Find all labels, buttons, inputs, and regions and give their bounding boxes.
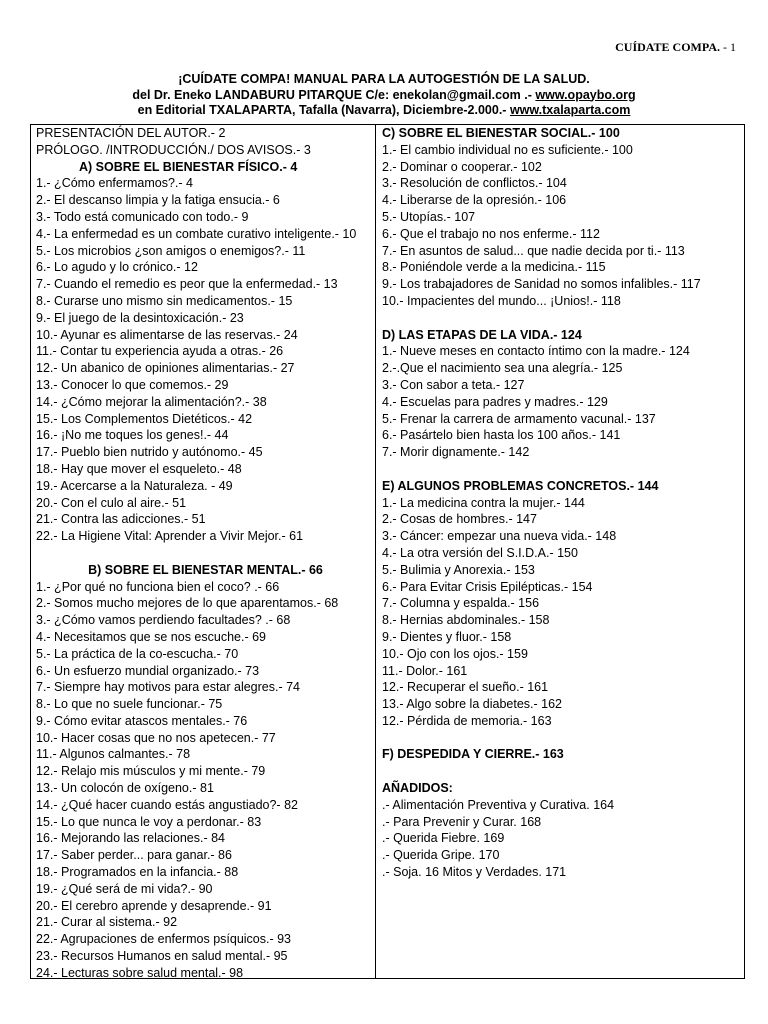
toc-entry: 10.- Impacientes del mundo... ¡Unios!.- 118 <box>382 293 621 308</box>
toc-entry: 4.- La enfermedad es un combate curativo inteligente.- 10 <box>36 226 357 241</box>
toc-entry: 21.- Contra las adicciones.- 51 <box>36 512 206 527</box>
section-a-list <box>36 175 375 545</box>
running-head-title: CUÍDATE COMPA. <box>615 40 720 54</box>
toc-entry: 2.- Dominar o cooperar.- 102 <box>382 159 542 174</box>
toc-entry: 13.- Un colocón de oxígeno.- 81 <box>36 781 214 796</box>
toc-entry: 22.- La Higiene Vital: Aprender a Vivir Mejor.- 61 <box>36 529 304 544</box>
author-line <box>0 88 768 104</box>
toc-entry: 6.- Para Evitar Crisis Epilépticas.- 154 <box>382 579 593 594</box>
toc-entry: 5.- Frenar la carrera de armamento vacunal.- 137 <box>382 411 656 426</box>
running-head <box>615 40 736 55</box>
toc-entry: 4.- Necesitamos que se nos escuche.- 69 <box>36 629 266 644</box>
toc-entry: 7.- Columna y espalda.- 156 <box>382 596 540 611</box>
toc-entry: PRESENTACIÓN DEL AUTOR.- 2 <box>36 126 226 140</box>
toc-entry: 8.- Lo que no suele funcionar.- 75 <box>36 697 223 712</box>
toc-entry: 7.- Morir dignamente.- 142 <box>382 445 530 460</box>
toc-entry: 3.- Con sabor a teta.- 127 <box>382 377 525 392</box>
toc-entry: 12.- Un abanico de opiniones alimentarias.- 27 <box>36 361 295 376</box>
toc-entry: 3.- Todo está comunicado con todo.- 9 <box>36 209 249 224</box>
toc-entry: 11.- Dolor.- 161 <box>382 663 468 678</box>
toc-entry: 17.- Pueblo bien nutrido y autónomo.- 45 <box>36 445 263 460</box>
toc-entry: 5.- Los microbios ¿son amigos o enemigos?.- 11 <box>36 243 306 258</box>
toc-entry: 13.- Conocer lo que comemos.- 29 <box>36 377 229 392</box>
toc-entry: 3.- ¿Cómo vamos perdiendo facultades? .- 68 <box>36 613 291 628</box>
toc-entry: 17.- Saber perder... para ganar.- 86 <box>36 848 232 863</box>
toc-entry: .- Querida Gripe. 170 <box>382 848 500 863</box>
toc-entry: 6.- Que el trabajo no nos enferme.- 112 <box>382 226 600 241</box>
toc-entry: 23.- Recursos Humanos en salud mental.- 95 <box>36 949 288 964</box>
toc-entry: 7.- Siempre hay motivos para estar alegres.- 74 <box>36 680 301 695</box>
section-e-heading: E) ALGUNOS PROBLEMAS CONCRETOS.- 144 <box>382 478 659 493</box>
spacer <box>382 763 744 780</box>
section-a-heading: A) SOBRE EL BIENESTAR FÍSICO.- 4 <box>79 159 298 174</box>
toc-entry: 18.- Programados en la infancia.- 88 <box>36 865 239 880</box>
toc-entry: 3.- Cáncer: empezar una nueva vida.- 148 <box>382 529 617 544</box>
toc-entry: 14.- ¿Cómo mejorar la alimentación?.- 38 <box>36 394 267 409</box>
toc-entry: 3.- Resolución de conflictos.- 104 <box>382 176 567 191</box>
toc-entry: 22.- Agrupaciones de enfermos psíquicos.- 93 <box>36 932 292 947</box>
toc-entry: .- Soja. 16 Mitos y Verdades. 171 <box>382 865 567 880</box>
toc-entry: 7.- En asuntos de salud... que nadie decida por ti.- 113 <box>382 243 685 258</box>
toc-entry: 6.- Un esfuerzo mundial organizado.- 73 <box>36 663 260 678</box>
section-f-heading: F) DESPEDIDA Y CIERRE.- 163 <box>382 747 564 762</box>
toc-entry: 9.- Los trabajadores de Sanidad no somos infalibles.- 117 <box>382 277 701 292</box>
author-website-link[interactable]: www.opaybo.org <box>535 87 636 102</box>
toc-entry: 1.- Nueve meses en contacto íntimo con la madre.- 124 <box>382 344 690 359</box>
publisher-line <box>0 103 768 119</box>
title-block <box>0 72 768 119</box>
section-b-heading: B) SOBRE EL BIENESTAR MENTAL.- 66 <box>88 562 323 577</box>
spacer <box>382 730 744 747</box>
toc-entry: PRÓLOGO. /INTRODUCCIÓN./ DOS AVISOS.- 3 <box>36 142 311 157</box>
spacer <box>36 545 375 562</box>
section-d-list <box>382 343 744 461</box>
toc-entry: 15.- Lo que nunca le voy a perdonar.- 83 <box>36 814 262 829</box>
toc-entry: 6.- Pasártelo bien hasta los 100 años.- 141 <box>382 428 621 443</box>
toc-entry: 10.- Ojo con los ojos.- 159 <box>382 646 528 661</box>
toc-right-column <box>376 125 744 978</box>
toc-left-column <box>31 125 376 978</box>
toc-entry: 12.- Pérdida de memoria.- 163 <box>382 713 552 728</box>
toc-entry: 6.- Lo agudo y lo crónico.- 12 <box>36 260 198 275</box>
toc-entry: 4.- Liberarse de la opresión.- 106 <box>382 193 567 208</box>
toc-entry: 18.- Hay que mover el esqueleto.- 48 <box>36 461 242 476</box>
added-list <box>382 797 744 881</box>
toc-entry: .- Alimentación Preventiva y Curativa. 164 <box>382 797 615 812</box>
toc-entry: 20.- Con el culo al aire.- 51 <box>36 495 187 510</box>
toc-entry: 8.- Hernias abdominales.- 158 <box>382 613 550 628</box>
section-b-list <box>36 579 375 978</box>
toc-entry: 14.- ¿Qué hacer cuando estás angustiado?- 82 <box>36 797 298 812</box>
toc-entry: 20.- El cerebro aprende y desaprende.- 91 <box>36 898 272 913</box>
publisher-text: en Editorial TXALAPARTA, Tafalla (Navarra), Diciembre-2.000.- <box>137 103 510 117</box>
toc-entry: 16.- Mejorando las relaciones.- 84 <box>36 831 225 846</box>
toc-entry: 2.- Somos mucho mejores de lo que aparentamos.- 68 <box>36 596 339 611</box>
toc-entry: 4.- Escuelas para padres y madres.- 129 <box>382 394 608 409</box>
toc-entry: 12.- Recuperar el sueño.- 161 <box>382 680 549 695</box>
toc-entry: 10.- Hacer cosas que no nos apetecen.- 77 <box>36 730 276 745</box>
toc-entry: 1.- ¿Por qué no funciona bien el coco? .- 66 <box>36 579 280 594</box>
toc-entry: 7.- Cuando el remedio es peor que la enfermedad.- 13 <box>36 277 338 292</box>
toc-entry: 11.- Contar tu experiencia ayuda a otras.- 26 <box>36 344 284 359</box>
toc-entry: .- Querida Fiebre. 169 <box>382 831 505 846</box>
toc-entry: 5.- La práctica de la co-escucha.- 70 <box>36 646 239 661</box>
toc-entry: 2.- El descanso limpia y la fatiga ensucia.- 6 <box>36 193 280 208</box>
toc-entry: 24.- Lecturas sobre salud mental.- 98 <box>36 965 244 978</box>
spacer <box>382 310 744 327</box>
section-e-list <box>382 495 744 730</box>
toc-entry: 1.- ¿Cómo enfermamos?.- 4 <box>36 176 193 191</box>
toc-entry: 5.- Bulimia y Anorexia.- 153 <box>382 562 535 577</box>
toc-entry: 8.- Poniéndole verde a la medicina.- 115 <box>382 260 606 275</box>
toc-entry: 9.- El juego de la desintoxicación.- 23 <box>36 310 244 325</box>
book-title: ¡CUÍDATE COMPA! MANUAL PARA LA AUTOGESTIÓN DE LA SALUD. <box>178 72 590 86</box>
section-c-list <box>382 142 744 310</box>
publisher-website-link[interactable]: www.txalaparta.com <box>509 103 631 117</box>
toc-entry: 8.- Curarse uno mismo sin medicamentos.- 15 <box>36 293 293 308</box>
toc-entry: 15.- Los Complementos Dietéticos.- 42 <box>36 411 253 426</box>
page-number: - 1 <box>723 40 736 54</box>
toc-entry: 1.- La medicina contra la mujer.- 144 <box>382 495 585 510</box>
toc-entry: 12.- Relajo mis músculos y mi mente.- 79 <box>36 764 266 779</box>
section-d-heading: D) LAS ETAPAS DE LA VIDA.- 124 <box>382 327 582 342</box>
toc-entry: 4.- La otra versión del S.I.D.A.- 150 <box>382 545 578 560</box>
toc-entry: 2.-.Que el nacimiento sea una alegría.- 125 <box>382 361 623 376</box>
intro-list <box>36 125 375 159</box>
toc-entry: 9.- Cómo evitar atascos mentales.- 76 <box>36 713 248 728</box>
toc-entry: 21.- Curar al sistema.- 92 <box>36 915 178 930</box>
section-c-heading: C) SOBRE EL BIENESTAR SOCIAL.- 100 <box>382 126 620 140</box>
toc-entry: 13.- Algo sobre la diabetes.- 162 <box>382 697 562 712</box>
added-heading: AÑADIDOS: <box>382 781 453 796</box>
toc-entry: 11.- Algunos calmantes.- 78 <box>36 747 191 762</box>
toc-entry: 9.- Dientes y fluor.- 158 <box>382 629 512 644</box>
toc-entry: 2.- Cosas de hombres.- 147 <box>382 512 537 527</box>
toc-entry: 1.- El cambio individual no es suficiente.- 100 <box>382 142 633 157</box>
toc-entry: 5.- Utopías.- 107 <box>382 209 476 224</box>
author-text: del Dr. Eneko LANDABURU PITARQUE C/e: enekolan@gmail.com .- <box>132 87 536 102</box>
toc-entry: 19.- ¿Qué será de mi vida?.- 90 <box>36 881 213 896</box>
table-of-contents <box>30 124 745 979</box>
toc-entry: .- Para Prevenir y Curar. 168 <box>382 814 542 829</box>
spacer <box>382 461 744 478</box>
toc-entry: 16.- ¡No me toques los genes!.- 44 <box>36 428 229 443</box>
toc-entry: 19.- Acercarse a la Naturaleza. - 49 <box>36 478 233 493</box>
toc-entry: 10.- Ayunar es alimentarse de las reservas.- 24 <box>36 327 298 342</box>
